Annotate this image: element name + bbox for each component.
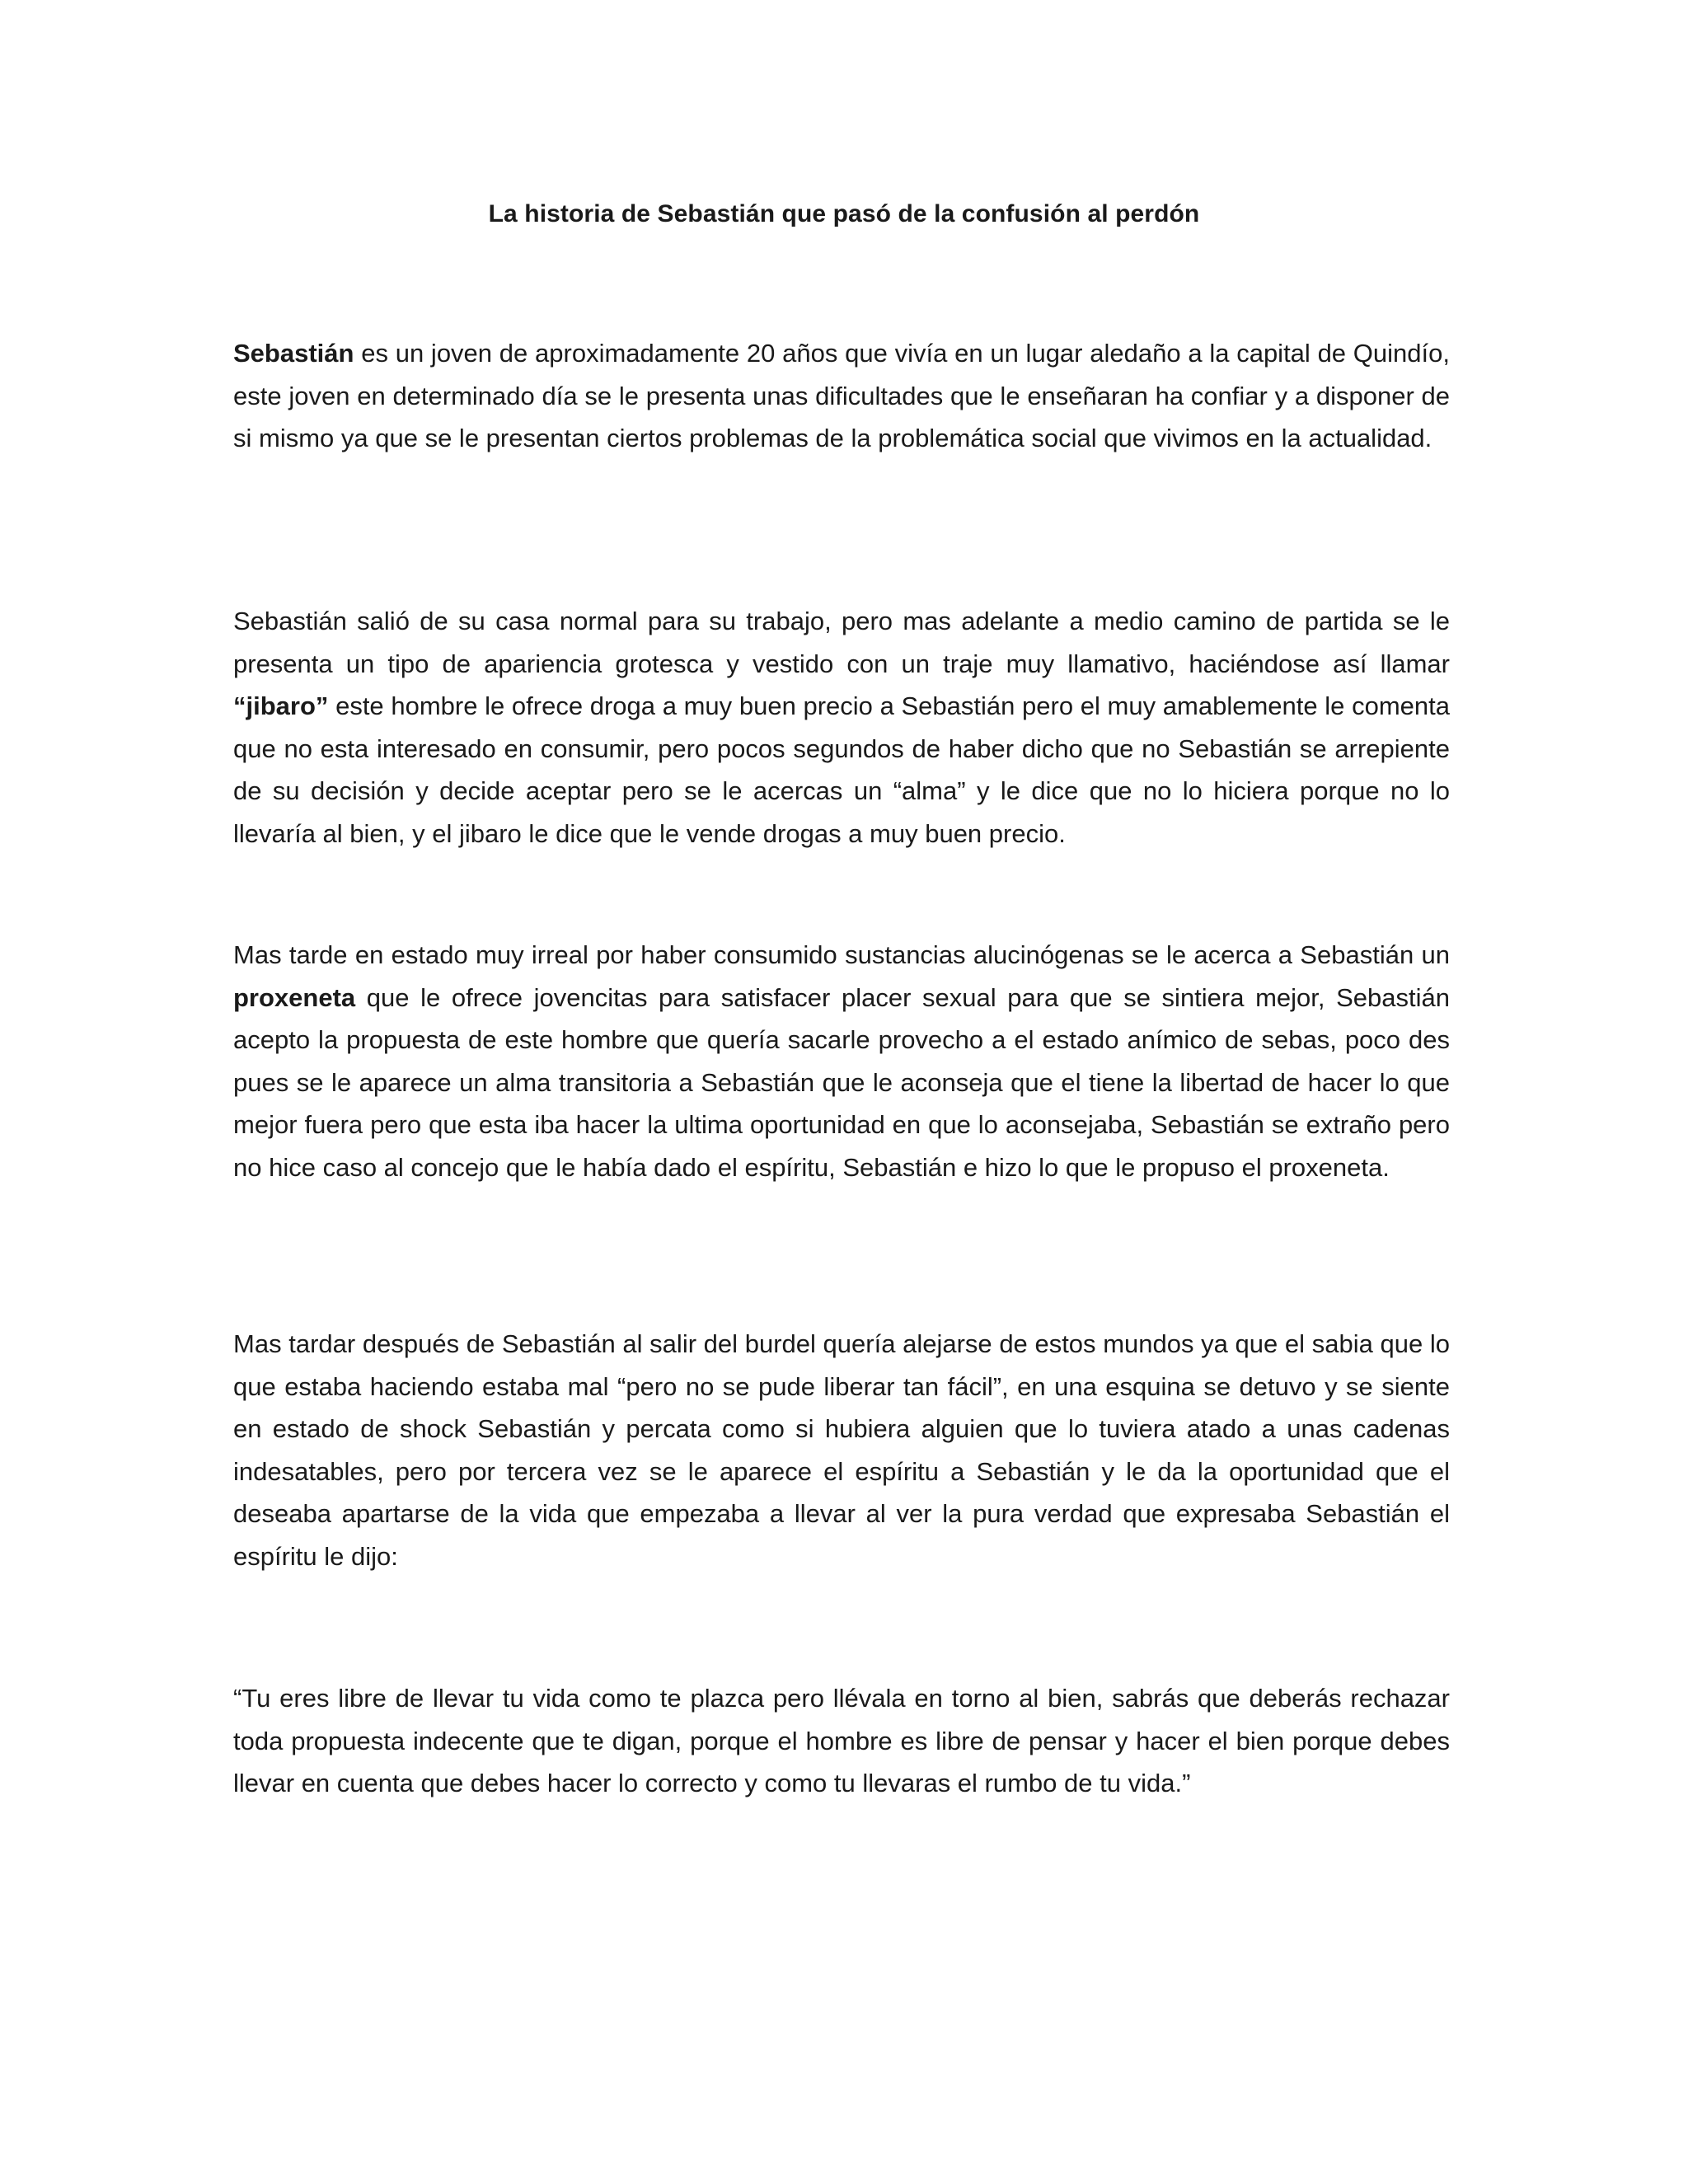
paragraph-quote xyxy=(233,1677,1450,1805)
paragraph-text: que le ofrece jovencitas para satisfacer placer sexual para que se sintiera mejor, Sebastián acepto la propuesta de este hombre que quería sacarle provecho a el estado anímico de sebas, poco des pues se le aparece un alma transitoria a Sebastián que le aconseja que el tiene la libertad de hacer lo que mejor fuera pero que esta iba hacer la ultima oportunidad en que lo aconsejaba, Sebastián se extraño pero no hice caso al concejo que le había dado el espíritu, Sebastián e hizo lo que le propuso el proxeneta. xyxy=(233,982,1450,1182)
paragraph-jibaro xyxy=(233,600,1450,855)
paragraph-intro xyxy=(233,332,1450,460)
bold-term: “jibaro” xyxy=(233,691,329,720)
paragraph-text: Mas tarde en estado muy irreal por haber consumido sustancias alucinógenas se le acerca a Sebastián un xyxy=(233,940,1450,969)
paragraph-text: Sebastián salió de su casa normal para su trabajo, pero mas adelante a medio camino de partida se le presenta un tipo de apariencia grotesca y vestido con un traje muy llamativo, haciéndose así llamar xyxy=(233,607,1450,678)
paragraph-burdel xyxy=(233,1323,1450,1577)
bold-term: proxeneta xyxy=(233,982,356,1012)
paragraph-text: este hombre le ofrece droga a muy buen precio a Sebastián pero el muy amablemente le comenta que no esta interesado en consumir, pero pocos segundos de haber dicho que no Sebastián se arrepiente de su decisión y decide aceptar pero se le acercas un “alma” y le dice que no lo hiciera porque no lo llevaría al bien, y el jibaro le dice que le vende drogas a muy buen precio. xyxy=(233,691,1450,848)
paragraph-text: “Tu eres libre de llevar tu vida como te plazca pero llévala en torno al bien, sabrás que deberás rechazar toda propuesta indecente que te digan, porque el hombre es libre de pensar y hacer el bien porque debes llevar en cuenta que debes hacer lo correcto y como tu llevaras el rumbo de tu vida.” xyxy=(233,1684,1450,1797)
paragraph-text: es un joven de aproximadamente 20 años que vivía en un lugar aledaño a la capital de Quindío, este joven en determinado día se le presenta unas dificultades que le enseñaran ha confiar y a disponer de si mismo ya que se le presentan ciertos problemas de la problemática social que vivimos en la actualidad. xyxy=(233,339,1450,452)
document-title: La historia de Sebastián que pasó de la confusión al perdón xyxy=(488,200,1200,227)
paragraph-text: Mas tardar después de Sebastián al salir del burdel quería alejarse de estos mundos ya que el sabia que lo que estaba haciendo estaba mal “pero no se pude liberar tan fácil”, en una esquina se detuvo y se siente en estado de shock Sebastián y percata como si hubiera alguien que lo tuviera atado a unas cadenas indesatables, pero por tercera vez se le aparece el espíritu a Sebastián y le da la oportunidad que el deseaba apartarse de la vida que empezaba a llevar al ver la pura verdad que expresaba Sebastián el espíritu le dijo: xyxy=(233,1329,1450,1571)
paragraph-proxeneta xyxy=(233,934,1450,1188)
bold-name: Sebastián xyxy=(233,339,354,368)
